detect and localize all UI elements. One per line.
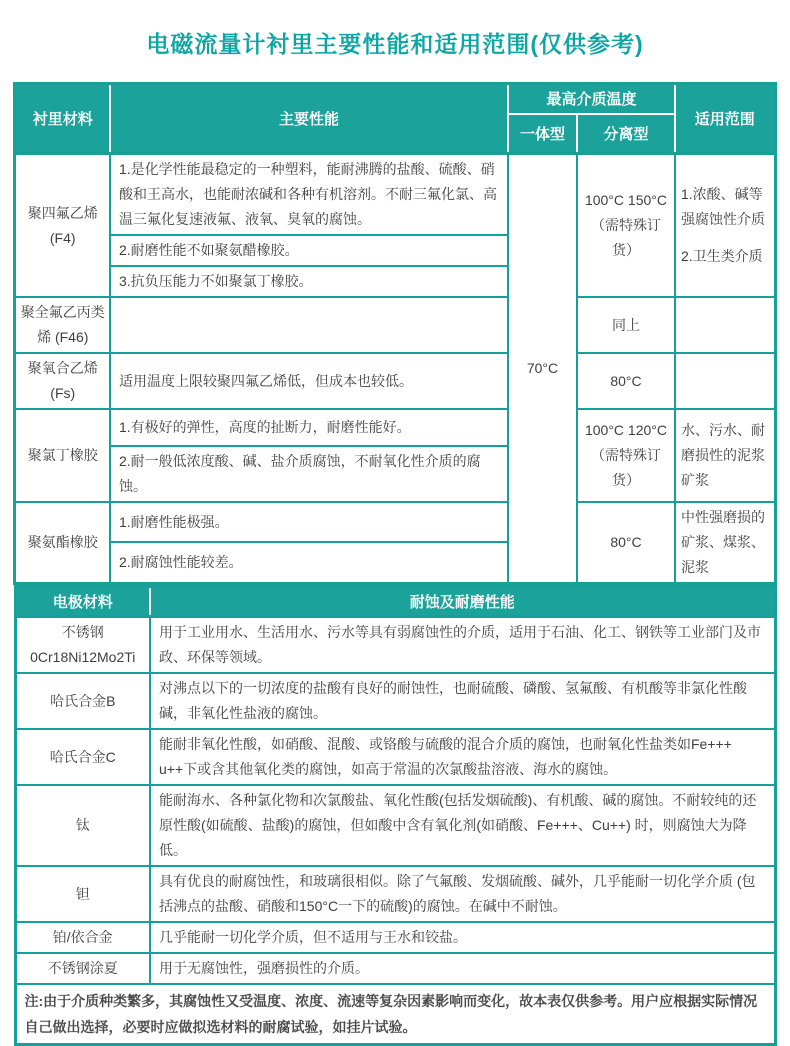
material-cell-polyurethane: 聚氨酯橡胶 (15, 502, 110, 584)
performance-cell: 2.耐一般低浓度酸、碱、盐介质腐蚀，不耐氧化性介质的腐蚀。 (110, 446, 508, 502)
table-row (15, 953, 775, 984)
integrated-temp-cell: 70°C (508, 154, 577, 584)
note-row (15, 984, 775, 1045)
material-code: (F4) (49, 229, 76, 246)
range-item: 2.卫生类介质 (681, 248, 763, 264)
electrode-material-cell: 哈氏合金C (15, 729, 150, 785)
table-note: 注:由于介质种类繁多，其腐蚀性又受温度、浓度、流速等复杂因素影响而变化，故本表仅供参考。用户应根据实际情况自己做出选择，必要时应做拟选材料的耐腐试验，如挂片试验。 (15, 984, 775, 1045)
material-cell-f4 (15, 154, 110, 298)
electrode-material-cell: 铂/依合金 (15, 922, 150, 953)
material-code: 烯 (F46) (37, 329, 89, 345)
electrode-material-cell (15, 617, 150, 674)
table-row (15, 922, 775, 953)
material-name: 聚氧合乙烯 (27, 360, 98, 376)
performance-cell: 1.有极好的弹性，高度的扯断力，耐磨性能好。 (110, 409, 508, 446)
page-title: 电磁流量计衬里主要性能和适用范围(仅供参考) (146, 31, 644, 57)
performance-cell: 适用温度上限较聚四氟乙烯低，但成本也较低。 (110, 353, 508, 409)
lining-header-integrated: 一体型 (508, 114, 577, 154)
table-row (15, 617, 775, 674)
range-cell-polyurethane: 中性强磨损的矿浆、煤浆、泥浆 (675, 502, 775, 584)
table-row (15, 673, 775, 729)
separated-temp-cell-f46: 同上 (577, 297, 675, 353)
separated-temp-cell-fs: 80°C (577, 353, 675, 409)
performance-cell: 2.耐磨性能不如聚氨醋橡胶。 (110, 235, 508, 266)
electrode-performance-cell: 具有优良的耐腐蚀性，和玻璃很相似。除了气氟酸、发烟硫酸、碱外，几乎能耐一切化学介质 (包括沸点的盐酸、硝酸和150°C一下的硫酸)的腐蚀。在碱中不耐蚀。 (150, 866, 775, 922)
electrode-header-performance: 耐蚀及耐磨性能 (150, 587, 775, 617)
electrode-material-cell: 不锈钢涂夏 (15, 953, 150, 984)
table-row (15, 729, 775, 785)
electrode-performance-cell: 用于工业用水、生活用水、污水等具有弱腐蚀性的介质，适用于石油、化工、钢铁等工业部门及市政、环保等领域。 (150, 617, 775, 674)
lining-header-range: 适用范围 (675, 84, 775, 154)
performance-cell: 1.是化学性能最稳定的一种塑料，能耐沸腾的盐酸、硫酸、硝酸和王高水，也能耐浓碱和各种有机溶剂。不耐三氟化氯、高温三氟化复速液氟、液氧、臭氧的腐蚀。 (110, 154, 508, 236)
page (0, 26, 790, 1046)
table-row (15, 785, 775, 866)
temp-value: 100°C 120°C (584, 422, 667, 438)
range-cell-empty (675, 353, 775, 409)
electrode-performance-cell: 几乎能耐一切化学介质，但不适用与王水和铰盐。 (150, 922, 775, 953)
lining-header-separated: 分离型 (577, 114, 675, 154)
electrode-table (14, 585, 777, 1046)
lining-header-max-temp: 最高介质温度 (508, 84, 675, 114)
material-name: 聚四氟乙烯 (27, 204, 98, 221)
temp-note: （需特殊订货） (590, 447, 661, 488)
range-cell-empty (675, 297, 775, 353)
temp-value: 100°C 150°C (584, 192, 667, 208)
electrode-material-cell: 钛 (15, 785, 150, 866)
material-grade: 0Cr18Ni12Mo2Ti (30, 649, 136, 665)
performance-cell: 3.抗负压能力不如聚氯丁橡胶。 (110, 266, 508, 297)
electrode-performance-cell: 用于无腐蚀性，强磨损性的介质。 (150, 953, 775, 984)
electrode-header-material: 电极材料 (15, 587, 150, 617)
lining-header-material: 衬里材料 (15, 84, 110, 154)
range-cell-f4 (675, 154, 775, 298)
performance-cell: 2.耐腐蚀性能较差。 (110, 542, 508, 583)
material-cell-fs (15, 353, 110, 409)
lining-header-performance: 主要性能 (110, 84, 508, 154)
electrode-performance-cell: 能耐非氧化性酸，如硝酸、混酸、或铬酸与硫酸的混合介质的腐蚀，也耐氧化性盐类如Fe+++ u++下或含其他氧化类的腐蚀，如高于常温的次氯酸盐溶液、海水的腐蚀。 (150, 729, 775, 785)
separated-temp-cell-neoprene (577, 409, 675, 502)
table-row (15, 866, 775, 922)
material-cell-f46 (15, 297, 110, 353)
separated-temp-cell-f4 (577, 154, 675, 298)
electrode-material-cell: 钽 (15, 866, 150, 922)
material-code: (Fs) (50, 385, 76, 401)
range-cell-neoprene: 水、污水、耐磨损性的泥浆矿浆 (675, 409, 775, 502)
range-item: 1.浓酸、碱等强腐蚀性介质 (681, 186, 765, 227)
lining-table (13, 82, 776, 585)
material-name: 聚全氟乙丙类 (20, 304, 105, 320)
performance-cell-empty (110, 297, 508, 353)
material-name: 不锈钢 (61, 624, 104, 640)
material-cell-neoprene: 聚氯丁橡胶 (15, 409, 110, 502)
temp-note: （需特殊订货） (590, 217, 661, 258)
electrode-material-cell: 哈氏合金B (15, 673, 150, 729)
separated-temp-cell-polyurethane: 80°C (577, 502, 675, 584)
electrode-performance-cell: 能耐海水、各种氯化物和次氯酸盐、氧化性酸(包括发烟硫酸)、有机酸、碱的腐蚀。不耐较纯的还原性酸(如硫酸、盐酸)的腐蚀，但如酸中含有氧化剂(如硝酸、Fe+++、Cu++) 时，则腐蚀大为降低。 (150, 785, 775, 866)
electrode-performance-cell: 对沸点以下的一切浓度的盐酸有良好的耐蚀性，也耐硫酸、磷酸、氢氟酸、有机酸等非氯化性酸碱，非氧化性盐液的腐蚀。 (150, 673, 775, 729)
performance-cell: 1.耐磨性能极强。 (110, 502, 508, 542)
